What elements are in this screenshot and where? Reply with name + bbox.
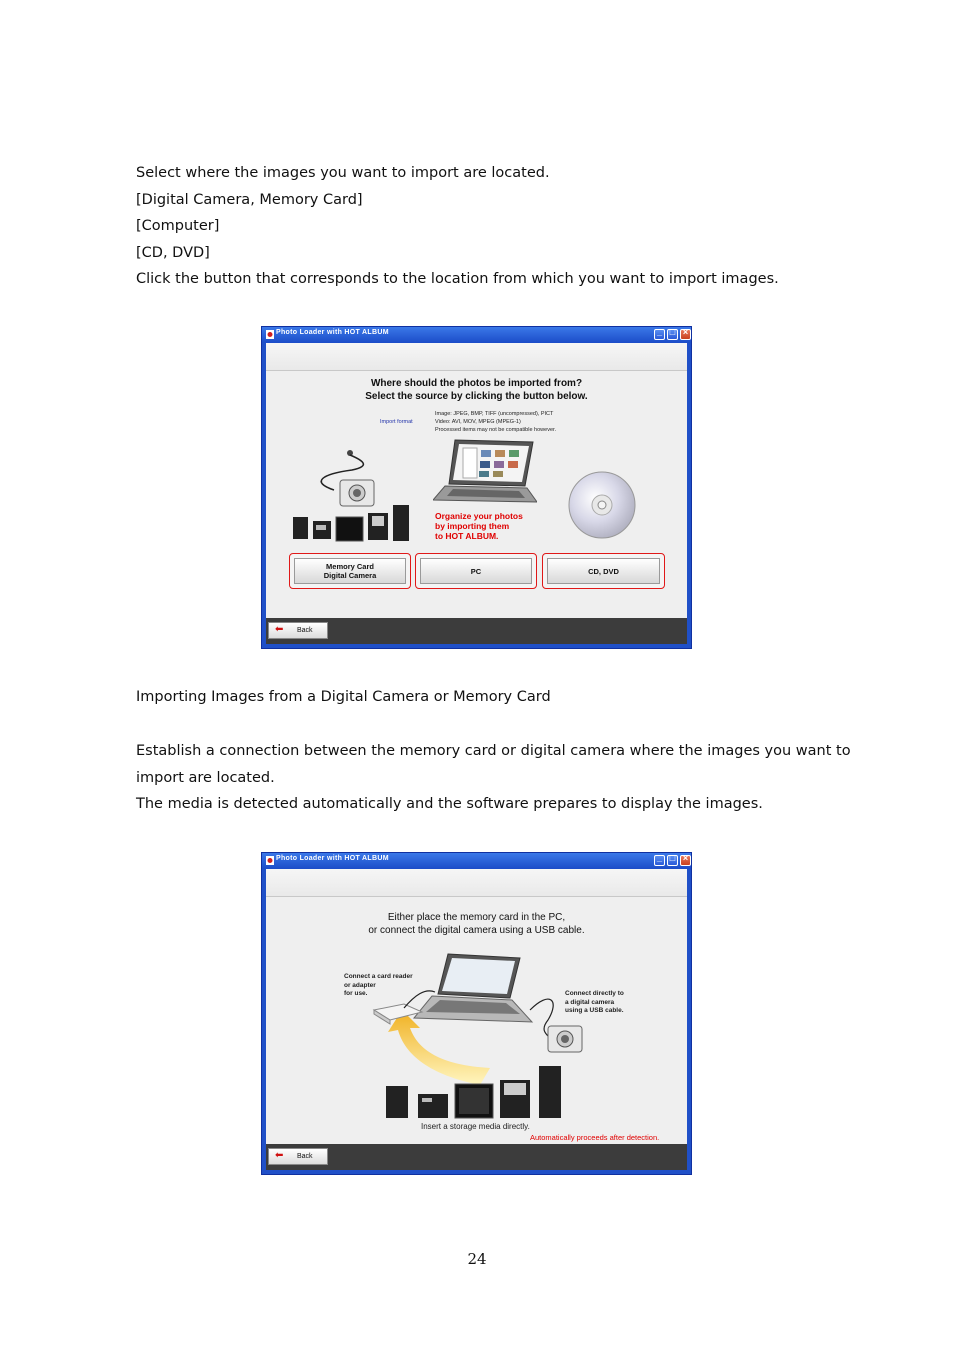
section2-line: Establish a connection between the memory card or digital camera where the images you want to [136, 743, 851, 759]
pc-frame [415, 553, 537, 589]
insert-media-note: Insert a storage media directly. [421, 1122, 530, 1131]
instruction-line: or connect the digital camera using a USB cable. [368, 925, 585, 936]
back-arrow-icon: ⬅ [275, 1150, 284, 1161]
memory-card-camera-button[interactable]: Memory Card Digital Camera [294, 558, 406, 584]
auto-proceed-note: Automatically proceeds after detection. [530, 1133, 660, 1142]
intro-line: [CD, DVD] [136, 244, 210, 261]
organize-note: Organize your photos by importing them to HOT ALBUM. [435, 511, 523, 541]
memory-cards-icon [292, 503, 412, 543]
close-button[interactable]: × [680, 329, 691, 340]
window-titlebar [262, 853, 691, 869]
format-info: Image: JPEG, BMP, TIFF (uncompressed), PICT Video: AVI, MOV, MPEG (MPEG-1) Processed items may not be compatible however. [435, 411, 557, 433]
cd-dvd-frame [542, 553, 665, 589]
question-subtitle: Select the source by clicking the button below. [365, 391, 588, 402]
app-icon [265, 329, 275, 340]
intro-line: [Digital Camera, Memory Card] [136, 191, 363, 208]
memory-card-frame [289, 553, 411, 589]
connection-illustration-icon [360, 950, 590, 1125]
section2-line: The media is detected automatically and the software prepares to display the images. [136, 796, 763, 812]
header-band [266, 343, 687, 371]
back-button[interactable]: ⬅ Back [268, 1148, 328, 1165]
maximize-button[interactable]: □ [667, 329, 678, 340]
window-titlebar [262, 327, 691, 343]
section-heading: Importing Images from a Digital Camera or Memory Card [136, 689, 551, 705]
back-arrow-icon: ⬅ [275, 624, 284, 635]
header-band [266, 869, 687, 897]
instruction-line: Either place the memory card in the PC, [387, 912, 566, 923]
intro-text [136, 160, 779, 293]
window-title: Photo Loader with HOT ALBUM [276, 329, 389, 336]
window-title: Photo Loader with HOT ALBUM [276, 855, 389, 862]
usb-note: Connect directly to a digital camera using a USB cable. [565, 990, 624, 1014]
pc-button[interactable]: PC [420, 558, 532, 584]
page-number: 24 [467, 1250, 487, 1268]
intro-line: Select where the images you want to import are located. [136, 165, 550, 181]
back-button[interactable]: ⬅ Back [268, 622, 328, 639]
camera-illustration-icon [312, 446, 382, 510]
cd-dvd-button[interactable]: CD, DVD [547, 558, 660, 584]
bottom-bar [266, 1144, 687, 1170]
card-reader-note: Connect a card reader or adapter for use. [344, 973, 413, 997]
app-icon [265, 855, 275, 866]
import-format-label: Import format [380, 419, 413, 425]
question-title: Where should the photos be imported from? [370, 378, 583, 389]
bottom-bar [266, 618, 687, 644]
minimize-button[interactable]: _ [654, 855, 665, 866]
cd-disc-icon [567, 470, 637, 540]
maximize-button[interactable]: □ [667, 855, 678, 866]
section2-line: import are located. [136, 769, 275, 786]
minimize-button[interactable]: _ [654, 329, 665, 340]
close-button[interactable]: × [680, 855, 691, 866]
intro-line: [Computer] [136, 218, 220, 234]
intro-line: Click the button that corresponds to the location from which you want to import images. [136, 271, 779, 287]
laptop-photos-icon [433, 438, 537, 506]
section2-text [136, 738, 851, 818]
